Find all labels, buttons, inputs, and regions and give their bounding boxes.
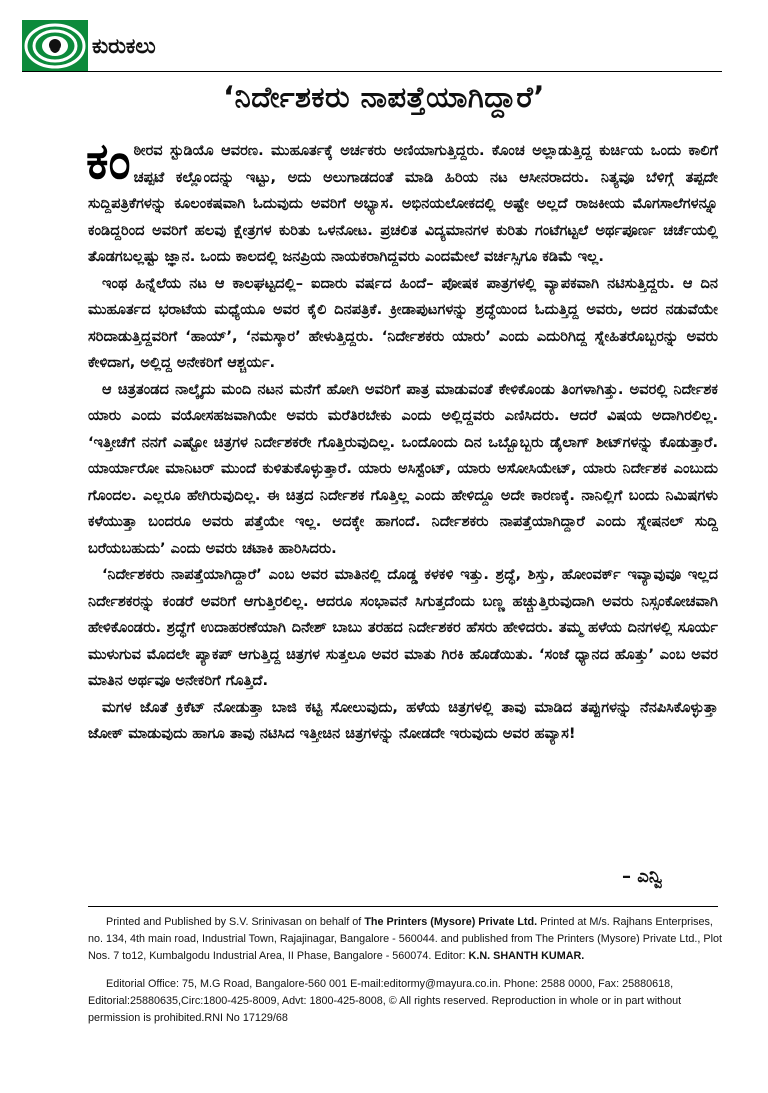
article-paragraph: ‘ನಿರ್ದೇಶಕರು ನಾಪತ್ತೆಯಾಗಿದ್ದಾರೆ’ ಎಂಬ ಅವರ ಮಾತಿನಲ್ಲಿ ದೊಡ್ಡ ಕಳಕಳಿ ಇತ್ತು. ಶ್ರದ್ಧೆ, ಶಿಸ್ತು, ಹೋಂವರ್ಕ್ ಇವ್ಯಾವುವೂ ಇಲ್ಲದ ನಿರ್ದೇಶಕರನ್ನು ಕಂಡರೆ ಅವರಿಗೆ ಆಗುತ್ತಿರಲಿಲ್ಲ. ಆದರೂ ಸಂಭಾವನೆ ಸಿಗುತ್ತದೆಂದು ಬಣ್ಣ ಹಚ್ಚುತ್ತಿರುವುದಾಗಿ ಅವರು ನಿಸ್ಸಂಕೋಚವಾಗಿ ಹೇಳಿಕೊಂಡರು. ಶ್ರದ್ಧೆಗೆ ಉದಾಹರಣೆಯಾಗಿ ದಿನೇಶ್ ಬಾಬು ತರಹದ ನಿರ್ದೇಶಕರ ಹೆಸರು ಹೇಳಿದರು. ತಮ್ಮ ಹಳೆಯ ದಿನಗಳಲ್ಲಿ ಸೂರ್ಯ ಮುಳುಗುವ ಮೊದಲೇ ಪ್ಯಾಕಪ್ ಆಗುತ್ತಿದ್ದ ಚಿತ್ರಗಳ ಸುತ್ತಲೂ ಅವರ ಮಾತು ಗಿರಕಿ ಹೊಡೆಯಿತು. ‘ಸಂಜೆ ಧ್ಯಾನದ ಹೊತ್ತು’ ಎಂಬ ಅವರ ಮಾತಿನ ಅರ್ಥವೂ ಅನೇಕರಿಗೆ ಗೊತ್ತಿದೆ. — [88, 566, 718, 689]
article-body — [86, 132, 718, 748]
publisher-line: Printed and Published by S.V. Srinivasan on behalf of The Printers (Mysore) Private Ltd. Printed at M/s. Rajhans Enterprises, no. 134, 4th main road, Industrial Town, Rajajinagar, Bangalore - 560044. and published from The Printers (Mysore) Private Ltd., Plot Nos. 7 to12, Kumbalgodu Industrial Area, II Phase, Bangalore - 560074. Editor: K.N. SHANTH KUMAR. — [88, 916, 722, 962]
header — [22, 20, 742, 72]
article-paragraph: ಆ ಚಿತ್ರತಂಡದ ನಾಲ್ಕೈದು ಮಂದಿ ನಟನ ಮನೆಗೆ ಹೋಗಿ ಅವರಿಗೆ ಪಾತ್ರ ಮಾಡುವಂತೆ ಕೇಳಿಕೊಂಡು ತಿಂಗಳಾಗಿತ್ತು. ಅವರಲ್ಲಿ ನಿರ್ದೇಶಕ ಯಾರು ಎಂದು ವಯೋಸಹಜವಾಗಿಯೇ ಅವರು ಮರೆತಿರಬೇಕು ಎಂದು ಅಲ್ಲಿದ್ದವರು ಎಣಿಸಿದರು. ಆದರೆ ವಿಷಯ ಅದಾಗಿರಲಿಲ್ಲ. ‘ಇತ್ತೀಚೆಗೆ ನನಗೆ ಎಷ್ಟೋ ಚಿತ್ರಗಳ ನಿರ್ದೇಶಕರೇ ಗೊತ್ತಿರುವುದಿಲ್ಲ. ಒಂದೊಂದು ದಿನ ಒಬ್ಬೊಬ್ಬರು ಡೈಲಾಗ್ ಶೀಟ್‌ಗಳನ್ನು ಕೊಡುತ್ತಾರೆ. ಯಾರ್ಯಾರೋ ಮಾನಿಟರ್ ಮುಂದೆ ಕುಳಿತುಕೊಳ್ಳುತ್ತಾರೆ. ಯಾರು ಅಸಿಸ್ಟೆಂಟ್, ಯಾರು ಅಸೋಸಿಯೇಟ್, ಯಾರು ನಿರ್ದೇಶಕ ಎಂಬುದು ಗೊಂದಲ. ಎಲ್ಲರೂ ಹೇಗಿರುವುದಿಲ್ಲ. ಈ ಚಿತ್ರದ ನಿರ್ದೇಶಕ ಗೊತ್ತಿಲ್ಲ ಎಂದು ಹೇಳಿದ್ದೂ ಅದೇ ಕಾರಣಕ್ಕೆ. ನಾನಿಲ್ಲಿಗೆ ಬಂದು ನಿಮಿಷಗಳು ಕಳೆಯುತ್ತಾ ಬಂದರೂ ಅವರು ಪತ್ತೆಯೇ ಇಲ್ಲ. ಅದಕ್ಕೇ ಹಾಗಂದೆ. ನಿರ್ದೇಶಕರು ನಾಪತ್ತೆಯಾಗಿದ್ದಾರೆ ಎಂದು ಸ್ನೇಷನಲ್ ಸುದ್ದಿ ಬರೆಯಬಹುದು’ ಎಂದು ಅವರು ಚಟಾಕಿ ಹಾರಿಸಿದರು. — [88, 380, 718, 557]
swirl-eye-logo-icon — [24, 22, 86, 70]
drop-cap: ಕಂ — [86, 132, 131, 190]
footer-divider — [88, 906, 718, 907]
article-paragraph: ಮಗಳ ಜೊತೆ ಕ್ರಿಕೆಟ್ ನೋಡುತ್ತಾ ಬಾಜಿ ಕಟ್ಟಿ ಸೋಲುವುದು, ಹಳೆಯ ಚಿತ್ರಗಳಲ್ಲಿ ತಾವು ಮಾಡಿದ ತಪ್ಪುಗಳನ್ನು ನೆನಪಿಸಿಕೊಳ್ಳುತ್ತಾ ಜೋಕ್ ಮಾಡುವುದು ಹಾಗೂ ತಾವು ನಟಿಸಿದ ಇತ್ತೀಚಿನ ಚಿತ್ರಗಳನ್ನು ನೋಡದೇ ಇರುವುದು ಅವರ ಹವ್ಯಾಸ! — [88, 698, 718, 742]
section-name: ಕುರುಕಲು — [92, 34, 156, 58]
header-divider — [22, 71, 722, 72]
article-paragraph: ಕಂಠೀರವ ಸ್ಟುಡಿಯೊ ಆವರಣ. ಮುಹೂರ್ತಕ್ಕೆ ಅರ್ಚಕರು ಅಣಿಯಾಗುತ್ತಿದ್ದರು. ಕೊಂಚ ಅಲ್ಲಾಡುತ್ತಿದ್ದ ಕುರ್ಚಿಯ ಒಂದು ಕಾಲಿಗೆ ಚಪ್ಪಟೆ ಕಲ್ಲೊಂದನ್ನು ಇಟ್ಟು, ಅದು ಅಲುಗಾಡದಂತೆ ಮಾಡಿ ಹಿರಿಯ ನಟ ಆಸೀನರಾದರು. ನಿತ್ಯವೂ ಬೆಳಿಗ್ಗೆ ತಪ್ಪದೇ ಸುದ್ದಿಪತ್ರಿಕೆಗಳನ್ನು ಕೂಲಂಕಷವಾಗಿ ಓದುವುದು ಅವರಿಗೆ ಅಭ್ಯಾಸ. ಅಭಿನಯಲೋಕದಲ್ಲಿ ಅಷ್ಟೇ ಅಲ್ಲದೆ ರಾಜಕೀಯ ಮೊಗಸಾಲೆಗಳನ್ನೂ ಕಂಡಿದ್ದರಿಂದ ಅವರಿಗೆ ಹಲವು ಕ್ಷೇತ್ರಗಳ ಕುರಿತು ಒಳನೋಟ. ಪ್ರಚಲಿತ ವಿದ್ಯಮಾನಗಳ ಕುರಿತು ಗಂಟೆಗಟ್ಟಲೆ ಅರ್ಥಪೂರ್ಣ ಚರ್ಚೆಯಲ್ಲಿ ತೊಡಗಬಲ್ಲಷ್ಟು ಜ್ಞಾನ. ಒಂದು ಕಾಲದಲ್ಲಿ ಜನಪ್ರಿಯ ನಾಯಕರಾಗಿದ್ದವರು ಎಂದಮೇಲೆ ವರ್ಚಸ್ಸಿಗೂ ಕಡಿಮೆ ಇಲ್ಲ. — [86, 132, 718, 265]
article-paragraph: ಇಂಥ ಹಿನ್ನೆಲೆಯ ನಟ ಆ ಕಾಲಘಟ್ಟದಲ್ಲಿ– ಐದಾರು ವರ್ಷದ ಹಿಂದೆ– ಪೋಷಕ ಪಾತ್ರಗಳಲ್ಲಿ ವ್ಯಾಪಕವಾಗಿ ನಟಿಸುತ್ತಿದ್ದರು. ಆ ದಿನ ಮುಹೂರ್ತದ ಭರಾಟೆಯ ಮಧ್ಯೆಯೂ ಅವರ ಕೈಲಿ ದಿನಪತ್ರಿಕೆ. ಕ್ರೀಡಾಪುಟಗಳನ್ನು ಶ್ರದ್ಧೆಯಿಂದ ಓದುತ್ತಿದ್ದ ಅವರು, ಅದರ ನಡುವೆಯೇ ಸರಿದಾಡುತ್ತಿದ್ದವರಿಗೆ ‘ಹಾಯ್’, ‘ನಮಸ್ಕಾರ’ ಹೇಳುತ್ತಿದ್ದರು. ‘ನಿರ್ದೇಶಕರು ಯಾರು’ ಎಂದು ಎದುರಿಗಿದ್ದ ಸ್ನೇಹಿತರೊಬ್ಬರನ್ನು ಅವರು ಕೇಳಿದಾಗ, ಅಲ್ಲಿದ್ದ ಅನೇಕರಿಗೆ ಆಶ್ಚರ್ಯ. — [88, 274, 718, 371]
editorial-office-line: Editorial Office: 75, M.G Road, Bangalore-560 001 E-mail:editormy@mayura.co.in. Phone: 2588 0000, Fax: 25880618, Editorial:25880635,Circ:1800-425-8009, Advt: 1800-425-8008, © All rights reserved. Reproduction in whole or in part without permission is prohibited.RNI No 17129/68 — [88, 978, 682, 1024]
imprint-footer — [88, 914, 730, 1027]
article-title: ‘ನಿರ್ದೇಶಕರು ನಾಪತ್ತೆಯಾಗಿದ್ದಾರೆ’ — [223, 80, 545, 114]
logo — [22, 20, 88, 72]
author-signature: – ಎನ್ವಿ — [622, 866, 663, 887]
